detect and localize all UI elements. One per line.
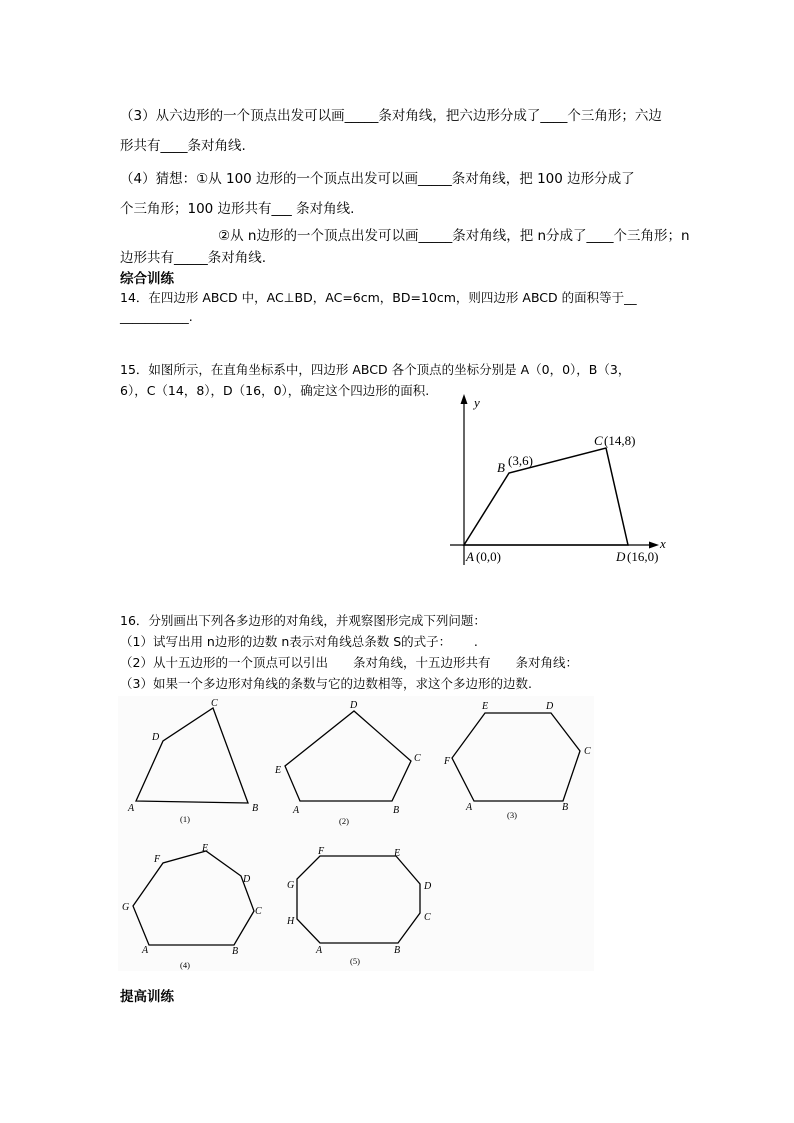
- p5-label-e: E: [394, 848, 401, 859]
- q13-line3a: （3）从六边形的一个顶点出发可以画_____条对角线，把六边形分成了____个三角形；六边: [120, 108, 662, 124]
- q16-line3: （2）从十五边形的一个顶点可以引出 条对角线，十五边形共有 条对角线：: [120, 655, 578, 670]
- p4-label-d: D: [243, 874, 251, 885]
- coord-d: (16,0): [627, 549, 659, 564]
- q16-line4: （3）如果一个多边形对角线的条数与它的边数相等，求这个多边形的边数.: [120, 676, 532, 691]
- p1-label-d: D: [152, 732, 160, 743]
- p5-label-d: D: [424, 881, 432, 892]
- p5-label-b: B: [394, 945, 401, 956]
- p4-label-e: E: [202, 843, 209, 854]
- p2-label-a: A: [293, 805, 300, 816]
- section-advanced-heading: 提高训练: [120, 989, 174, 1005]
- q14-line2: ___________.: [120, 309, 193, 324]
- y-axis-arrow: [461, 394, 468, 404]
- x-axis-arrow: [649, 542, 659, 549]
- p1-label-c: C: [211, 698, 218, 709]
- p3-label-f: F: [444, 756, 451, 767]
- coord-a: (0,0): [476, 549, 501, 564]
- y-axis-label: y: [474, 395, 480, 410]
- p2-label-d: D: [350, 700, 358, 711]
- label-c: C: [594, 433, 603, 448]
- q13-line4a: （4）猜想：①从 100 边形的一个顶点出发可以画_____条对角线，把 100 边形分成了: [120, 171, 635, 187]
- section-comprehensive-heading: 综合训练: [120, 271, 174, 287]
- p5-label-g: G: [287, 880, 295, 891]
- q15-coordinate-figure: [440, 390, 680, 575]
- p3-label-e: E: [482, 701, 489, 712]
- quadrilateral-abcd: [464, 448, 628, 545]
- q15-line2: 6），C（14，8），D（16，0），确定这个四边形的面积.: [120, 383, 430, 398]
- q13-line4c: ②从 n边形的一个顶点出发可以画_____条对角线，把 n分成了____个三角形；n: [218, 228, 690, 244]
- p4-label-c: C: [255, 906, 262, 917]
- polygons-figure: [118, 696, 594, 971]
- p2-label-c: C: [414, 753, 421, 764]
- q16-line1: 16．分别画出下列各多边形的对角线，并观察图形完成下列问题：: [120, 613, 486, 628]
- p3-label-b: B: [562, 802, 569, 813]
- label-a: A: [466, 549, 474, 564]
- p2-label-e: E: [275, 765, 282, 776]
- p4-label-g: G: [122, 902, 130, 913]
- q13-line4d: 边形共有_____条对角线.: [120, 250, 267, 266]
- p1-label-a: A: [128, 803, 135, 814]
- p3-caption: (3): [507, 810, 517, 820]
- p4-label-a: A: [142, 945, 149, 956]
- q14-line1: 14．在四边形 ABCD 中，AC⊥BD，AC=6cm，BD=10cm，则四边形 ABCD 的面积等于__: [120, 290, 637, 305]
- p3-label-c: C: [584, 746, 591, 757]
- q16-line2: （1）试写出用 n边形的边数 n表示对角线总条数 S的式子： .: [120, 634, 478, 649]
- p2-caption: (2): [339, 816, 349, 826]
- p4-label-b: B: [232, 946, 239, 957]
- p5-caption: (5): [350, 956, 360, 966]
- coord-c: (14,8): [604, 433, 636, 448]
- q15-line1: 15．如图所示，在直角坐标系中，四边形 ABCD 各个顶点的坐标分别是 A（0，0），B（3，: [120, 362, 631, 377]
- q13-line3b: 形共有____条对角线.: [120, 138, 246, 154]
- p4-label-f: F: [154, 854, 161, 865]
- label-b: B: [497, 460, 505, 475]
- x-axis-label: x: [660, 536, 666, 551]
- p4-caption: (4): [180, 960, 190, 970]
- p1-caption: (1): [180, 814, 190, 824]
- p5-label-f: F: [318, 846, 325, 857]
- p5-label-h: H: [287, 916, 295, 927]
- p5-label-c: C: [424, 912, 431, 923]
- p2-label-b: B: [393, 805, 400, 816]
- p3-label-a: A: [466, 802, 473, 813]
- q13-line4b: 个三角形；100 边形共有___ 条对角线.: [120, 201, 355, 217]
- label-d: D: [616, 549, 626, 564]
- p3-label-d: D: [546, 701, 554, 712]
- coord-b: (3,6): [508, 453, 533, 468]
- p5-label-a: A: [316, 945, 323, 956]
- p1-label-b: B: [252, 803, 259, 814]
